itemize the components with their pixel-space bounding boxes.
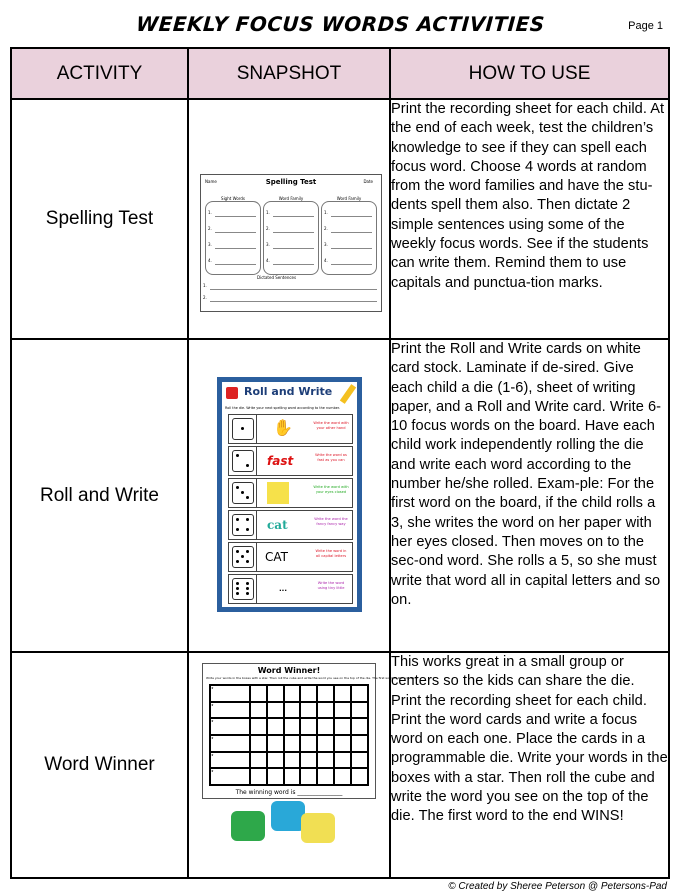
- roll-row: [228, 414, 353, 444]
- roll-row-desc: Write the word using tiny little: [317, 581, 345, 590]
- table-row: [11, 652, 669, 878]
- snapshot-cell: [188, 339, 390, 652]
- copyright-footer: © Created by Sheree Peterson @ Petersons-Pad: [448, 881, 667, 892]
- line-number: 4.: [208, 258, 212, 263]
- writing-line: [331, 216, 372, 217]
- word-winner-snapshot: [202, 663, 419, 799]
- writing-line: [215, 216, 256, 217]
- die-icon: [226, 387, 238, 399]
- writing-line: [210, 289, 377, 290]
- die-face-one-icon: [232, 418, 254, 440]
- line-number: 2.: [324, 226, 328, 231]
- line-number: 4.: [324, 258, 328, 263]
- hand-icon: ✋: [273, 418, 293, 437]
- dictated-sentences-label: Dictated Sentences: [257, 275, 297, 280]
- activities-table: [10, 47, 670, 879]
- table-row: [11, 339, 669, 652]
- sight-words-column: [205, 196, 261, 275]
- activity-name: Roll and Write: [11, 339, 188, 652]
- column-label: Word Family: [322, 196, 376, 201]
- pencil-icon: [340, 384, 356, 404]
- word-family-column: [321, 196, 377, 275]
- column-label: Word Family: [264, 196, 318, 201]
- roll-card-title: Roll and Write: [244, 385, 333, 398]
- writing-line: [273, 264, 314, 265]
- how-to-use-text: Print the recording sheet for each child. At the end of each week, test the children’s knowledge to see if they can spell each focus word. Choose 4 words at random from the word families and have the stu-dents spell them also. Then dictate 2 simple sentences using some of the weekly focus words. See if the students can write them. Remind them to use capitals and punctua-tion marks.: [390, 99, 669, 339]
- word-winner-title: Word Winner!: [257, 666, 321, 675]
- roll-row-desc: Write the word with your other hand: [313, 421, 349, 430]
- die-face-four-icon: [232, 514, 254, 536]
- roll-card-subtitle: Roll the die. Write your next spelling word according to the number.: [225, 406, 340, 410]
- die-face-two-icon: [232, 450, 254, 472]
- line-number: 2.: [266, 226, 270, 231]
- line-number: 3.: [266, 242, 270, 247]
- activity-name: Spelling Test: [11, 99, 188, 339]
- writing-line: [273, 248, 314, 249]
- writing-line: [210, 301, 377, 302]
- word-family-column: [263, 196, 319, 275]
- page-number: Page 1: [628, 20, 663, 32]
- yellow-cube-icon: [301, 813, 335, 843]
- table-header-row: [11, 48, 669, 99]
- die-face-three-icon: [232, 482, 254, 504]
- die-face-five-icon: [232, 546, 254, 568]
- how-to-use-text: Print the Roll and Write cards on white card stock. Laminate if de-sired. Give each child a die (1-6), sheet of writing paper, and a Roll and Write card. Write 6-10 focus words on the board. Have each child work independently rolling the die and write each word according to the number he/she rolled. Exam-ple: For the first word on the board, if the child rolls a 3, she writes the word on her paper with her eyes closed. Then moves on to the sec-ond word. She rolls a 5, so she must write that word all in capital letters and so on.: [390, 339, 669, 652]
- roll-row: [228, 542, 353, 572]
- roll-row: [228, 510, 353, 540]
- word-winner-grid: ★ ★ ★ ★ ★ ★: [209, 684, 369, 786]
- roll-row-word: cat: [267, 518, 288, 532]
- snapshot-cell: [188, 652, 419, 878]
- line-number: 1.: [324, 210, 328, 215]
- roll-row-desc: Write the word as fast as you can: [315, 453, 347, 462]
- winning-word-line: The winning word is _______________: [235, 789, 343, 796]
- roll-row-word: ...: [279, 585, 287, 593]
- writing-line: [273, 232, 314, 233]
- roll-row-desc: Write the word in all capital letters: [315, 549, 347, 558]
- line-number: 1.: [208, 210, 212, 215]
- roll-row-word: fast: [267, 454, 294, 468]
- column-header-how-to-use: HOW TO USE: [390, 48, 669, 99]
- column-header-activity: ACTIVITY: [11, 48, 188, 99]
- how-to-use-text: This works great in a small group or centers so the kids can share the die. Print the recording sheet for each child. Print the word cards and write a focus word on each one. Place the cards in a programmable die. Write your words in the boxes with a star. Then roll the cube and write the word you see on the top of the die. The first word to the end WINS!: [390, 652, 669, 878]
- line-number: 1.: [203, 283, 207, 288]
- line-number: 3.: [208, 242, 212, 247]
- writing-line: [331, 248, 372, 249]
- roll-row-desc: Write the word the fancy fancy way: [314, 517, 348, 526]
- activity-name: Word Winner: [11, 652, 188, 878]
- roll-row-word: CAT: [265, 550, 288, 564]
- die-face-six-icon: [232, 578, 254, 600]
- writing-line: [331, 264, 372, 265]
- writing-line: [273, 216, 314, 217]
- writing-line: [215, 232, 256, 233]
- line-number: 2.: [203, 295, 207, 300]
- column-label: Sight Words: [206, 196, 260, 201]
- writing-line: [215, 248, 256, 249]
- roll-card: [222, 382, 357, 607]
- word-winner-subtitle: Write your words in the boxes with a star. Then roll the cube and write the word you see on the top of the die. The first word to the end wins!: [206, 676, 419, 680]
- roll-row: [228, 446, 353, 476]
- line-number: 1.: [266, 210, 270, 215]
- snapshot-name-label: Name: [205, 179, 217, 184]
- roll-row: [228, 574, 353, 604]
- writing-line: [215, 264, 256, 265]
- roll-row-desc: Write the word with your eyes closed: [313, 485, 349, 494]
- column-header-snapshot: SNAPSHOT: [188, 48, 390, 99]
- roll-and-write-snapshot: [217, 377, 362, 612]
- snapshot-cell: [188, 99, 390, 339]
- line-number: 2.: [208, 226, 212, 231]
- snapshot-date-label: Date: [363, 179, 373, 184]
- blue-cube-icon: [271, 801, 305, 831]
- roll-row: [228, 478, 353, 508]
- writing-line: [331, 232, 372, 233]
- line-number: 4.: [266, 258, 270, 263]
- line-number: 3.: [324, 242, 328, 247]
- table-row: [11, 99, 669, 339]
- page-title: WEEKLY FOCUS WORDS ACTIVITIES: [135, 12, 546, 36]
- smiley-icon: [267, 482, 289, 504]
- green-cube-icon: [231, 811, 265, 841]
- snapshot-title: Spelling Test: [265, 178, 317, 186]
- spelling-test-snapshot: [200, 174, 382, 312]
